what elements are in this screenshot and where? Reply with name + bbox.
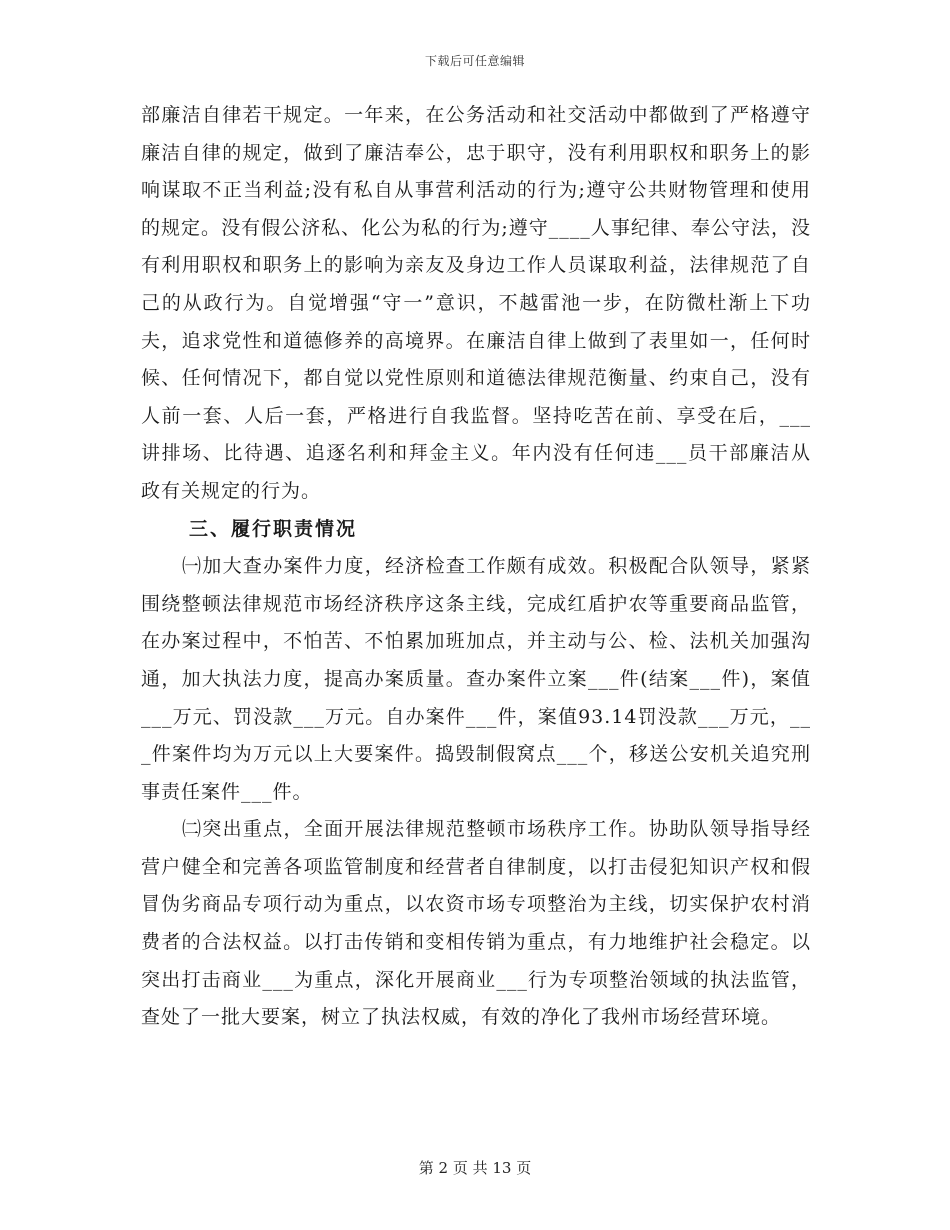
document-body <box>141 97 811 1037</box>
page-footer: 第 2 页 共 13 页 <box>418 1159 532 1177</box>
page-header: 下载后可任意编辑 <box>424 54 525 68</box>
paragraph-integrity: 部廉洁自律若干规定。一年来，在公务活动和社交活动中都做到了严格遵守廉洁自律的规定，做到了廉洁奉公，忠于职守，没有利用职权和职务上的影响谋取不正当利益;没有私自从事营利活动的行为;遵守公共财物管理和使用的规定。没有假公济私、化公为私的行为;遵守____人事纪律、奉公守法，没有利用职权和职务上的影响为亲友及身边工作人员谋取利益，法律规范了自己的从政行为。自觉增强“守一”意识，不越雷池一步，在防微杜渐上下功夫，追求党性和道德修养的高境界。在廉洁自律上做到了表里如一，任何时候、任何情况下，都自觉以党性原则和道德法律规范衡量、约束自己，没有人前一套、人后一套，严格进行自我监督。坚持吃苦在前、享受在后，___讲排场、比待遇、追逐名利和拜金主义。年内没有任何违___员干部廉洁从政有关规定的行为。 <box>141 104 811 502</box>
paragraph-case-handling: ㈠加大查办案件力度，经济检查工作颇有成效。积极配合队领导，紧紧围绕整顿法律规范市场经济秩序这条主线，完成红盾护农等重要商品监管，在办案过程中，不怕苦、不怕累加班加点，并主动与公、检、法机关加强沟通，加大执法力度，提高办案质量。查办案件立案___件(结案___件)，案值___万元、罚没款___万元。自办案件___件，案值93.14罚没款___万元，___件案件均为万元以上大要案件。捣毁制假窝点___个，移送公安机关追究刑事责任案件___件。 <box>141 555 811 803</box>
paragraph-market-order: ㈡突出重点，全面开展法律规范整顿市场秩序工作。协助队领导指导经营户健全和完善各项监管制度和经营者自律制度，以打击侵犯知识产权和假冒伪劣商品专项行动为重点，以农资市场专项整治为主线，切实保护农村消费者的合法权益。以打击传销和变相传销为重点，有力地维护社会稳定。以突出打击商业___为重点，深化开展商业___行为专项整治领域的执法监管，查处了一批大要案，树立了执法权威，有效的净化了我州市场经营环境。 <box>141 818 811 1029</box>
section-heading: 三、履行职责情况 <box>189 517 358 540</box>
